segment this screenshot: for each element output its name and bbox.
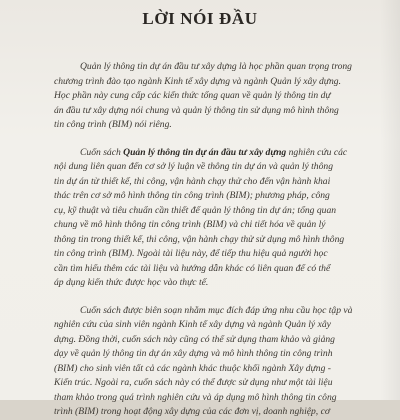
paragraph-1 [54, 60, 366, 133]
text-line: nội dung liên quan đến cơ sở lý luận về thông tin dự án và quản lý thông [54, 161, 333, 172]
text-line: trình (BIM) trong hoạt động xây dựng của các đơn vị, doanh nghiệp, cơ [54, 406, 330, 417]
text-line: Học phần này cung cấp các kiến thức tổng quan về quản lý thông tin dự [54, 90, 331, 101]
text-line: Cuốn sách được biên soạn nhằm mục đích đáp ứng nhu cầu học tập và [80, 304, 353, 316]
text-line: chương trình đào tạo ngành Kinh tế xây dựng và ngành Quản lý xây dựng. [54, 75, 342, 87]
text-line: áp dụng kiến thức được học vào thực tế. [54, 277, 209, 288]
text-line: Quản lý thông tin dự án đầu tư xây dựng là học phần quan trọng trong [80, 61, 352, 72]
text-fragment: nghiên cứu các [286, 146, 348, 158]
text-line: dạy về quản lý thông tin dự án xây dựng và mô hình thông tin công trình [54, 348, 333, 359]
page-edge-shadow [380, 0, 400, 400]
text-line: nghiên cứu của sinh viên ngành Kinh tế xây dựng và ngành Quản lý xây [54, 319, 331, 330]
text-line: dựng. Đồng thời, cuốn sách này cũng có thể sử dụng tham khảo và giảng [54, 333, 335, 345]
text-line: tin công trình (BIM). Ngoài tài liệu này, để tiếp thu hiệu quả người học [54, 248, 328, 259]
text-line: cần tìm hiểu thêm các tài liệu và hướng dẫn khác có liên quan để có thể [54, 262, 331, 274]
text-line: tin dự án từ thiết kế, thi công, vận hành chạy thử cho đến vận hành khai [54, 175, 331, 187]
text-fragment: Cuốn sách [80, 146, 124, 158]
text-line: án đầu tư xây dựng nói chung và quản lý thông tin sử dụng mô hình thông [54, 104, 339, 116]
text-line: tham khảo trong quá trình nghiên cứu và áp dụng mô hình thông tin công [54, 391, 337, 403]
text-line: thông tin trong thiết kế, thi công, vận hành chạy thử sử dụng mô hình thông [54, 233, 345, 245]
text-line: cụ, kỹ thuật và tiêu chuẩn cần thiết để quản lý thông tin dự án; tổng quan [54, 204, 337, 216]
page-title: LỜI NÓI ĐẦU [142, 9, 258, 28]
paragraph-2 [54, 146, 366, 291]
text-line: (BIM) cho sinh viên tất cả các ngành khác thuộc khối ngành Xây dựng - [54, 362, 331, 374]
text-line-with-title [54, 146, 366, 161]
text-line: Kiến trúc. Ngoài ra, cuốn sách này có thể được sử dụng như một tài liệu [54, 377, 333, 388]
paragraph-3 [54, 304, 366, 420]
preface-body [54, 60, 366, 420]
book-title-emphasis: Quản lý thông tin dự án đầu tư xây dựng [123, 146, 287, 158]
text-line: chung về mô hình thông tin công trình (BIM) và chi tiết hóa về quản lý [54, 219, 326, 230]
text-line: tin công trình (BIM) nói riêng. [54, 119, 172, 130]
text-line: thác trên cơ sở mô hình thông tin công trình (BIM); phương pháp, công [54, 190, 330, 201]
